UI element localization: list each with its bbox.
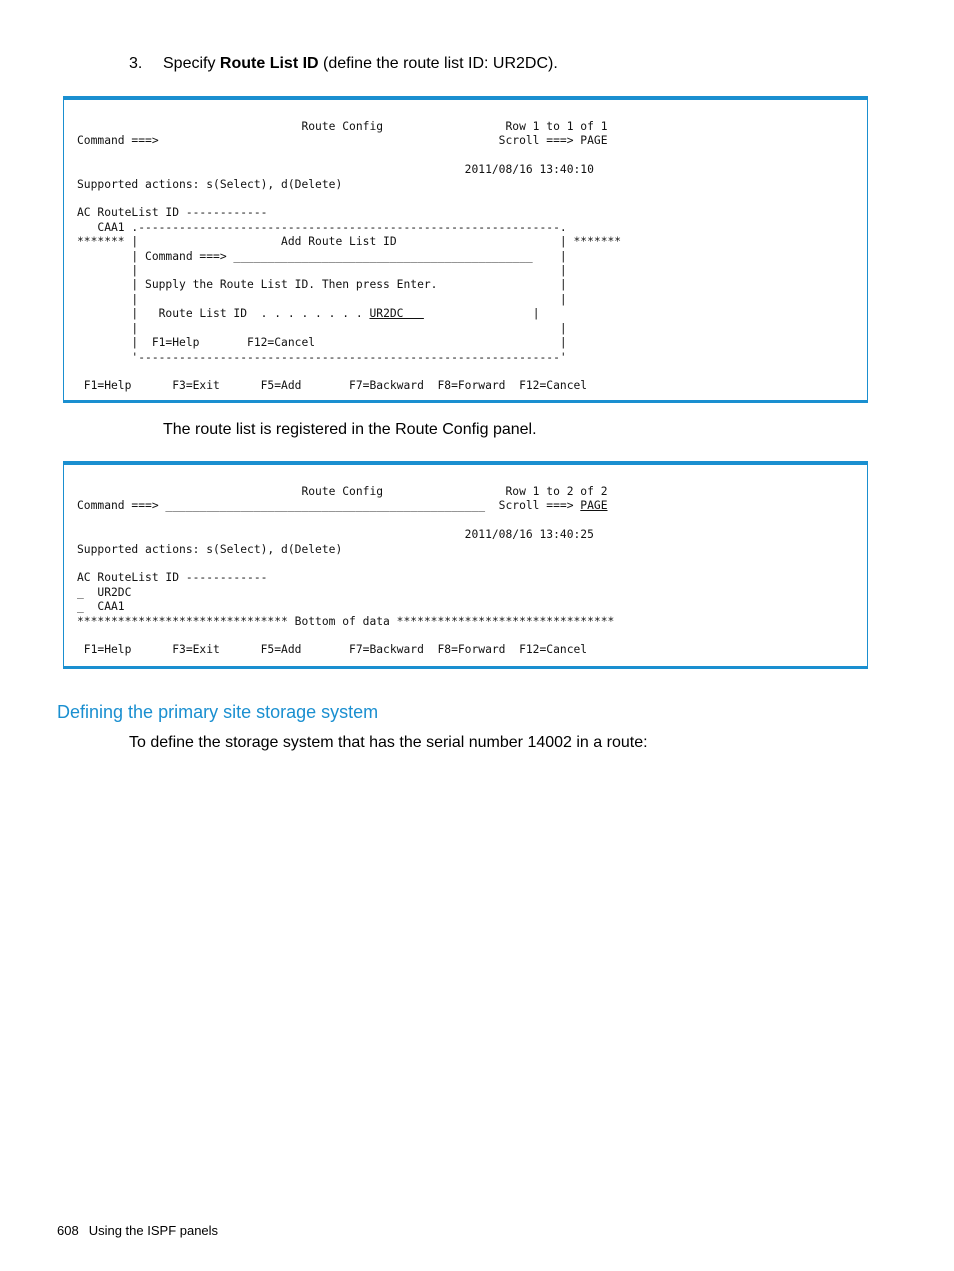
- screen2-line-3: 2011/08/16 13:40:25: [77, 528, 594, 542]
- route-config-panel-list: [63, 461, 868, 669]
- terminal-screen-2: [77, 485, 614, 658]
- screen1-line-7: CAA1 .--------------------------------------------------------------.: [77, 220, 567, 234]
- screen2-line-9: ******************************* Bottom of data ********************************: [77, 614, 615, 628]
- screen1-line-16: '--------------------------------------------------------------': [77, 350, 567, 364]
- scroll-value[interactable]: PAGE: [580, 499, 608, 513]
- step-suffix: (define the route list ID: UR2DC).: [318, 55, 558, 72]
- screen1-line-13-tail: |: [423, 307, 540, 321]
- screen1-line-6: AC RouteList ID ------------: [77, 206, 268, 220]
- route-config-panel-add-dialog: [63, 96, 868, 403]
- screen1-line-14: | |: [77, 321, 567, 335]
- screen2-row-caa1[interactable]: _ CAA1: [77, 600, 125, 614]
- screen1-line-4: Supported actions: s(Select), d(Delete): [77, 177, 343, 191]
- screen2-line-6: AC RouteList ID ------------: [77, 571, 268, 585]
- screen1-line-8: ******* | Add Route List ID | *******: [77, 235, 622, 249]
- footer-section-title: Using the ISPF panels: [88, 1223, 219, 1238]
- screen1-line-9: | Command ===> ____________________________________________ |: [77, 249, 567, 263]
- screen1-line-0: Route Config Row 1 to 1 of 1: [77, 120, 608, 133]
- screen1-line-11: | Supply the Route List ID. Then press Enter. |: [77, 278, 567, 292]
- screen1-line-10: | |: [77, 264, 567, 278]
- screen1-line-3: 2011/08/16 13:40:10: [77, 163, 594, 177]
- screen2-row-ur2dc[interactable]: _ UR2DC: [77, 585, 132, 599]
- screen2-line-1: Command ===> _______________________________________________ Scroll ===>: [77, 499, 581, 513]
- step-3: [129, 55, 558, 73]
- screen1-line-12: | |: [77, 292, 567, 306]
- page-number: 608: [57, 1223, 79, 1238]
- step-number: 3.: [129, 55, 143, 72]
- screen1-line-1: Command ===> Scroll ===> PAGE: [77, 134, 608, 148]
- screen2-function-keys: F1=Help F3=Exit F5=Add F7=Backward F8=Forward F12=Cancel: [77, 643, 588, 657]
- step-prefix: Specify: [163, 55, 220, 72]
- screen2-line-4: Supported actions: s(Select), d(Delete): [77, 542, 343, 556]
- section-heading: Defining the primary site storage system: [57, 702, 379, 722]
- registered-note: The route list is registered in the Route Config panel.: [163, 421, 537, 438]
- page-footer: [57, 1223, 218, 1238]
- screen2-line-0: Route Config Row 1 to 2 of 2: [77, 485, 608, 498]
- terminal-screen-1: [77, 120, 621, 394]
- screen1-line-13: | Route List ID . . . . . . . .: [77, 307, 370, 321]
- screen1-line-15: | F1=Help F12=Cancel |: [77, 336, 567, 350]
- section-body: To define the storage system that has the serial number 14002 in a route:: [129, 734, 648, 751]
- route-list-id-input[interactable]: UR2DC: [369, 307, 424, 321]
- screen1-function-keys: F1=Help F3=Exit F5=Add F7=Backward F8=Forward F12=Cancel: [77, 379, 588, 393]
- step-field-name: Route List ID: [219, 55, 319, 72]
